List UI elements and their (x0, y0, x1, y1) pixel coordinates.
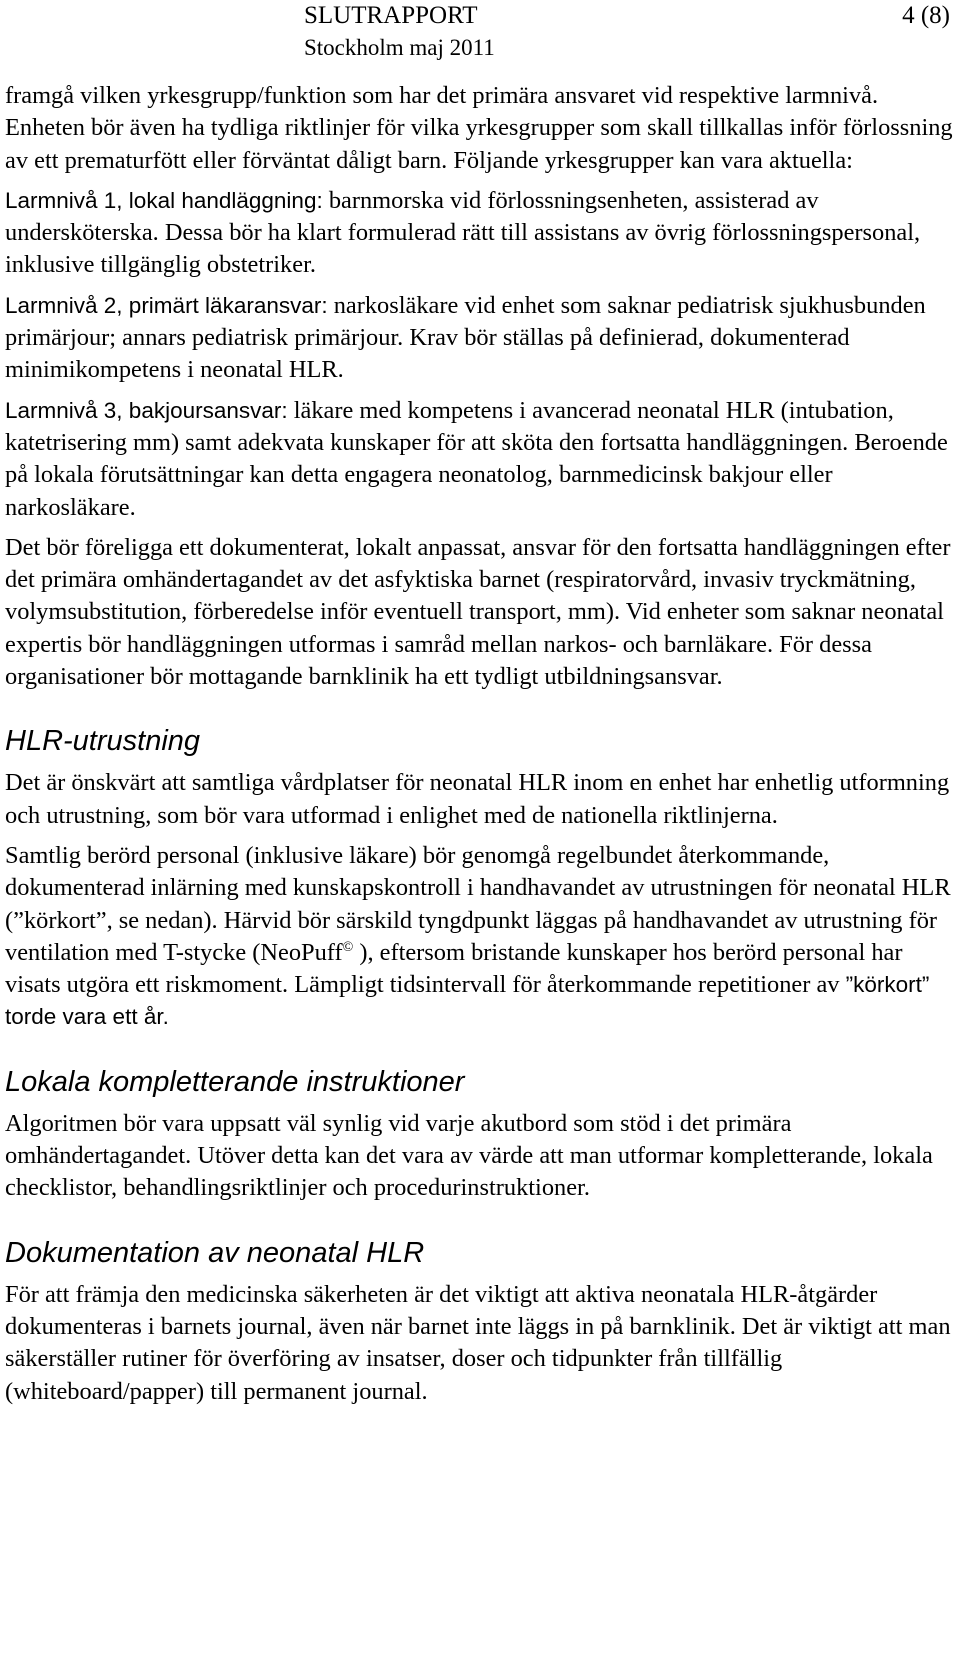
paragraph-larmniva-3 (5, 395, 953, 524)
larmniva-3-label: Larmnivå 3, bakjoursansvar: (5, 397, 288, 423)
heading-lokala-instruktioner: Lokala kompletterande instruktioner (5, 1065, 465, 1098)
hlr-2-text-b: ), eftersom bristande kunskaper hos berörd personal har visats utgöra ett riskmoment. Lämpligt tidsintervall för återkommande repetitioner av (5, 938, 903, 999)
paragraph-hlr-1: Det är önskvärt att samtliga vårdplatser för neonatal HLR inom en enhet har enhetlig utformning och utrustning, som bör vara utformad i enlighet med de nationella riktlinjerna. (5, 769, 950, 829)
page-header (0, 0, 960, 66)
larmniva-2-label: Larmnivå 2, primärt läkaransvar: (5, 292, 328, 318)
paragraph-lokala: Algoritmen bör vara uppsatt väl synlig vid varje akutbord som stöd i det primära omhändertagandet. Utöver detta kan det vara av värde att man utformar kompletterande, lokala checklistor, behandlingsriktlinjer och procedurinstruktioner. (5, 1109, 933, 1202)
larmniva-1-label: Larmnivå 1, lokal handläggning: (5, 187, 323, 213)
heading-hlr-utrustning: HLR-utrustning (5, 725, 201, 758)
report-title: SLUTRAPPORT (304, 2, 478, 29)
copyright-mark: © (342, 939, 354, 955)
larmniva-3-text: läkare med kompetens i avancerad neonatal HLR (intubation, katetrisering mm) samt adekvata kunskaper för att sköta den fortsatta handläggningen. Beroende på lokala förutsättningar kan detta engagera neonatolog, barnmedicinsk bakjour eller narkosläkare. (5, 396, 948, 521)
document-body (5, 80, 953, 1416)
paragraph-dokumentation: För att främja den medicinska säkerheten är det viktigt att aktiva neonatala HLR-åtgärder dokumenteras i barnets journal, även när barnet inte läggs in på barnklinik. Det är viktigt att man säkerställer rutiner för överföring av insatser, doser och tidpunkter från tillfällig (whiteboard/papper) till permanent journal. (5, 1280, 951, 1405)
hlr-2-text-a: Samtlig berörd personal (inklusive läkare) bör genomgå regelbundet återkommande, dokumenterad inlärning med kunskapskontroll i handhavandet av utrustningen för neonatal HLR (”körkort”, se nedan). Härvid bör särskild tyngdpunkt läggas på handhavandet av utrustning för ventilation med T-stycke (NeoPuff (5, 841, 951, 966)
larmniva-2-text: narkosläkare vid enhet som saknar pediatrisk sjukhusbunden primärjour; annars pediatrisk primärjour. Krav bör ställas på definierad, dokumenterad minimikompetens i neonatal HLR. (5, 291, 926, 384)
report-date: Stockholm maj 2011 (304, 35, 495, 60)
paragraph-ansvar: Det bör föreligga ett dokumenterat, lokalt anpassat, ansvar för den fortsatta handläggningen efter det primära omhändertagandet av det asfyktiska barnet (respiratorvård, invasiv tryckmätning, volymsubstitution, förberedelse inför eventuell transport, mm). Vid enheter som saknar neonatal expertis bör handläggningen utformas i samråd mellan narkos- och barnläkare. För dessa organisationer bör mottagande barnklinik ha ett tydligt utbildningsansvar. (5, 533, 951, 691)
hlr-2-text-c: ”körkort” torde vara ett år. (5, 972, 930, 1030)
heading-dokumentation: Dokumentation av neonatal HLR (5, 1236, 425, 1269)
paragraph-intro: framgå vilken yrkesgrupp/funktion som har det primära ansvaret vid respektive larmnivå. Enheten bör även ha tydliga riktlinjer för vilka yrkesgrupper som skall tillkallas inför förlossning av ett prematurfött eller förväntat dåligt barn. Följande yrkesgrupper kan vara aktuella: (5, 82, 953, 174)
paragraph-larmniva-1 (5, 185, 953, 282)
larmniva-1-text: barnmorska vid förlossningsenheten, assisterad av undersköterska. Dessa bör ha klart formulerad rätt till assistans av övrig förlossningspersonal, inklusive tillgänglig obstetriker. (5, 186, 921, 279)
paragraph-hlr-2 (5, 840, 953, 1034)
page-number: 4 (8) (902, 2, 950, 29)
paragraph-larmniva-2 (5, 290, 953, 387)
